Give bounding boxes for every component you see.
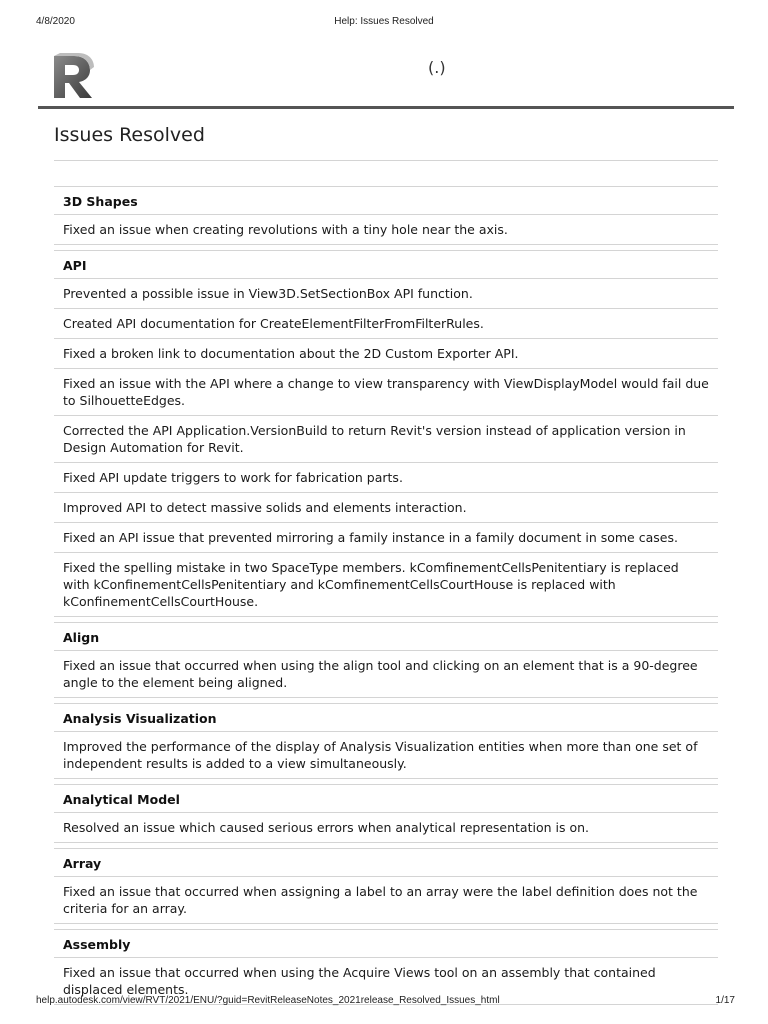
issue-item: Fixed an issue with the API where a change to view transparency with ViewDisplayModel would fail due to SilhouetteEdges.	[54, 369, 718, 416]
issue-item: Fixed an issue that occurred when assigning a label to an array were the label definition does not the criteria for an array.	[54, 877, 718, 924]
issue-item: Fixed an issue when creating revolutions with a tiny hole near the axis.	[54, 215, 718, 245]
issue-section	[54, 848, 718, 924]
issue-item: Prevented a possible issue in View3D.SetSectionBox API function.	[54, 279, 718, 309]
issue-item: Fixed a broken link to documentation about the 2D Custom Exporter API.	[54, 339, 718, 369]
issue-item: Improved the performance of the display of Analysis Visualization entities when more than one set of independent results is added to a view simultaneously.	[54, 732, 718, 779]
section-heading: 3D Shapes	[54, 187, 718, 215]
section-heading: Assembly	[54, 930, 718, 958]
issue-section	[54, 622, 718, 698]
issue-item: Corrected the API Application.VersionBuild to return Revit's version instead of application version in Design Automation for Revit.	[54, 416, 718, 463]
issue-section	[54, 929, 718, 1005]
issue-item: Created API documentation for CreateElementFilterFromFilterRules.	[54, 309, 718, 339]
issue-section	[54, 186, 718, 245]
issue-item: Fixed API update triggers to work for fabrication parts.	[54, 463, 718, 493]
page-title: Issues Resolved	[54, 124, 205, 146]
section-heading: Align	[54, 623, 718, 651]
heading-divider	[54, 160, 718, 161]
issue-section	[54, 703, 718, 779]
page-number: 1/17	[715, 995, 735, 1006]
issue-item: Fixed the spelling mistake in two SpaceType members. kComfinementCellsPenitentiary is replaced with kConfinementCellsPenitentiary and kComfinementCellsCourtHouse is replaced with kConfinementCellsCourtHouse.	[54, 553, 718, 617]
issue-item: Fixed an issue that occurred when using the align tool and clicking on an element that is a 90-degree angle to the element being aligned.	[54, 651, 718, 698]
brand-bar	[38, 44, 734, 109]
section-heading: API	[54, 251, 718, 279]
print-date: 4/8/2020	[36, 16, 75, 27]
section-heading: Array	[54, 849, 718, 877]
issues-list	[54, 186, 718, 1010]
print-footer	[0, 995, 768, 1009]
site-mark: (.)	[428, 58, 446, 77]
revit-r-logo-icon[interactable]	[50, 52, 96, 102]
issue-item: Fixed an API issue that prevented mirroring a family instance in a family document in some cases.	[54, 523, 718, 553]
issue-section	[54, 784, 718, 843]
issue-item: Fixed an issue that occurred when using the Acquire Views tool on an assembly that contained displaced elements.	[54, 958, 718, 1005]
print-title: Help: Issues Resolved	[334, 16, 434, 27]
footer-url: help.autodesk.com/view/RVT/2021/ENU/?guid=RevitReleaseNotes_2021release_Resolved_Issues_html	[36, 995, 500, 1006]
issue-item: Improved API to detect massive solids and elements interaction.	[54, 493, 718, 523]
issue-item: Resolved an issue which caused serious errors when analytical representation is on.	[54, 813, 718, 843]
section-heading: Analysis Visualization	[54, 704, 718, 732]
issue-section	[54, 250, 718, 617]
section-heading: Analytical Model	[54, 785, 718, 813]
print-header	[0, 16, 768, 30]
